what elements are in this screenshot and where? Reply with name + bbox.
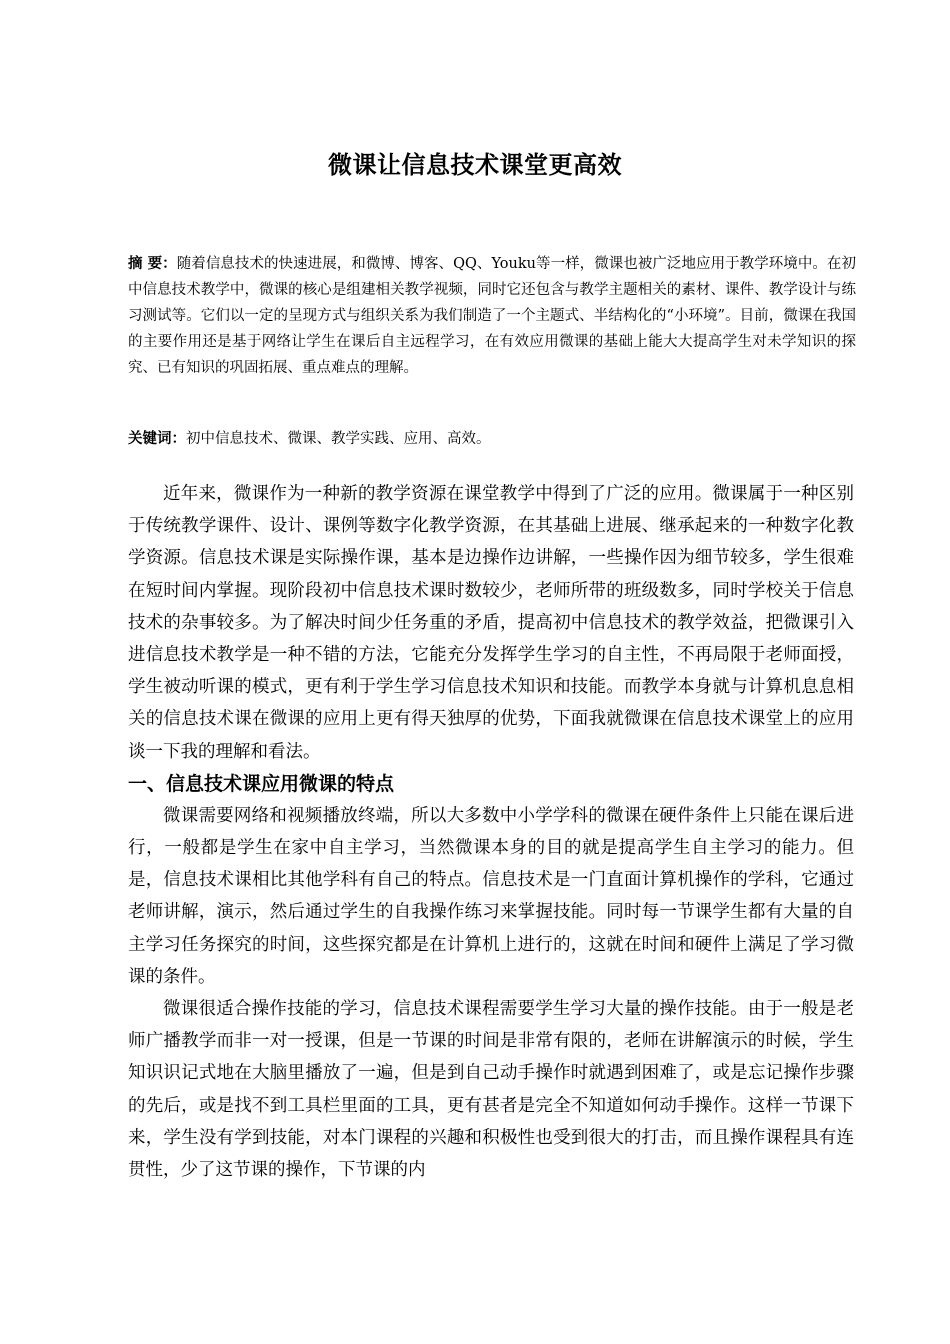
body-text: [128, 478, 854, 1186]
section-heading: 一、信息技术课应用微课的特点: [128, 772, 395, 795]
keywords-label: 关键词：: [128, 431, 186, 447]
keywords-block: [128, 426, 856, 452]
abstract-label: 摘 要：: [128, 256, 177, 272]
abstract-block: [128, 251, 856, 381]
abstract-text: 随着信息技术的快速进展，和微博、博客、QQ、Youku等一样，微课也被广泛地应用于教学环境中。在初中信息技术教学中，微课的核心是组建相关教学视频，同时它还包含与教学主题相关的素材、课件、教学设计与练习测试等。它们以一定的呈现方式与组织关系为我们制造了一个主题式、半结构化的“小环境”。目前，微课在我国的主要作用还是基于网络让学生在课后自主远程学习，在有效应用微课的基础上能大大提高学生对未学知识的探究、已有知识的巩固拓展、重点难点的理解。: [128, 256, 856, 376]
section-paragraph: 微课很适合操作技能的学习，信息技术课程需要学生学习大量的操作技能。由于一般是老师广播教学而非一对一授课，但是一节课的时间是非常有限的，老师在讲解演示的时候，学生知识识记式地在大脑里播放了一遍，但是到自己动手操作时就遇到困难了，或是忘记操作步骤的先后，或是找不到工具栏里面的工具，更有甚者是完全不知道如何动手操作。这样一节课下来，学生没有学到技能，对本门课程的兴趣和积极性也受到很大的打击，而且操作课程具有连贯性，少了这节课的操作，下节课的内: [128, 999, 854, 1181]
intro-paragraph: 近年来，微课作为一种新的教学资源在课堂教学中得到了广泛的应用。微课属于一种区别于传统教学课件、设计、课例等数字化教学资源，在其基础上进展、继承起来的一种数字化教学资源。信息技术课是实际操作课，基本是边操作边讲解，一些操作因为细节较多，学生很难在短时间内掌握。现阶段初中信息技术课时数较少，老师所带的班级数多，同时学校关于信息技术的杂事较多。为了解决时间少任务重的矛盾，提高初中信息技术的教学效益，把微课引入进信息技术教学是一种不错的方法，它能充分发挥学生学习的自主性，不再局限于老师面授，学生被动听课的模式，更有利于学生学习信息技术知识和技能。而教学本身就与计算机息息相关的信息技术课在微课的应用上更有得天独厚的优势，下面我就微课在信息技术课堂上的应用谈一下我的理解和看法。: [128, 484, 854, 762]
section-paragraph: 微课需要网络和视频播放终端，所以大多数中小学学科的微课在硬件条件上只能在课后进行，一般都是学生在家中自主学习，当然微课本身的目的就是提高学生自主学习的能力。但是，信息技术课相比其他学科有自己的特点。信息技术是一门直面计算机操作的学科，它通过老师讲解，演示，然后通过学生的自我操作练习来掌握技能。同时每一节课学生都有大量的自主学习任务探究的时间，这些探究都是在计算机上进行的，这就在时间和硬件上满足了学习微课的条件。: [128, 805, 854, 987]
keywords-text: 初中信息技术、微课、教学实践、应用、高效。: [186, 431, 491, 447]
page-title: 微课让信息技术课堂更高效: [328, 151, 622, 179]
